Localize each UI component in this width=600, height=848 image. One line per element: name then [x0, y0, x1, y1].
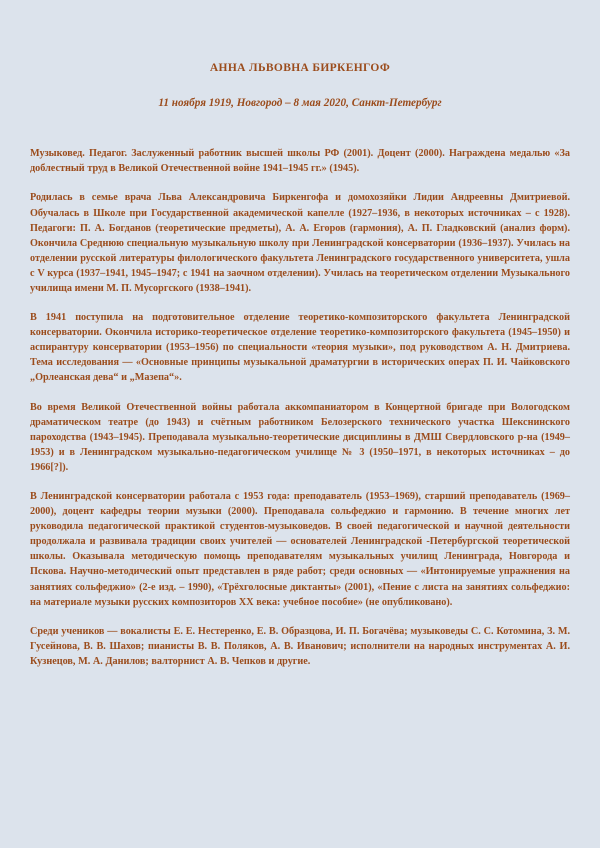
page-title: АННА ЛЬВОВНА БИРКЕНГОФ [209, 62, 391, 74]
paragraph-conservatory-studies: В 1941 поступила на подготовительное отделение теоретико-композиторского факультета Ленинградской консерватории. Окончила историко-теоретическое отделение теоретико-композиторского факультета (1945–1950) и аспирантуру консерватории (1953–1956) по специальности «теория музыки», под руководством А. Н. Дмитриева. Тема исследования — «Основные принципы музыкальной драматургии в исторических операх П. И. Чайковского „Орлеанская дева“ и „Мазепа“». [30, 312, 570, 384]
page-subtitle-dates: 11 ноября 1919, Новгород – 8 мая 2020, Санкт-Петербург [158, 96, 442, 109]
document-body [30, 110, 570, 669]
paragraph-conservatory-career: В Ленинградской консерватории работала с 1953 года: преподаватель (1953–1969), старший преподаватель (1969–2000), доцент кафедры теории музыки (2000). Преподавала сольфеджио и гармонию. В течение многих лет руководила педагогической практикой студентов-музыковедов. В своей педагогической и научной деятельности продолжала и развивала традиции своих учителей — основателей Ленинградской -Петербургской теоретической школы. Оказывала методическую помощь преподавателям музыкальных училищ Ленинграда, Новгорода и Пскова. Научно-методический опыт представлен в ряде работ; среди основных — «Интонируемые упражнения на занятиях сольфеджио» (2-е изд. – 1990), «Трёхголосные диктанты» (2001), «Пение с листа на занятиях сольфеджио: на материале музыки русских композиторов XX века: учебное пособие» (не опубликовано). [30, 491, 570, 608]
paragraph-students: Среди учеников — вокалисты Е. Е. Нестеренко, Е. В. Образцова, И. П. Богачёва; музыковеды С. С. Котомина, З. М. Гусейнова, В. В. Шахов; пианисты В. В. Поляков, А. В. Иванович; исполнители на народных инструментах А. И. Кузнецов, М. А. Данилов; валторнист А. В. Чепков и другие. [30, 625, 570, 667]
paragraph-early-life-education: Родилась в семье врача Льва Александровича Биркенгофа и домохозяйки Лидии Андреевны Дмитриевой. Обучалась в Школе при Государственной академической капелле (1927–1936, в некоторых источниках – с 1928). Педагоги: П. А. Богданов (теоретические предметы), А. А. Егоров (гармония), А. П. Гладковский (анализ форм). Окончила Среднюю специальную музыкальную школу при Ленинградской консерватории (1936–1937). Училась на отделении русской литературы филологического факультета Ленинградского государственного университета, ушла с V курса (1937–1941, 1945–1947; с 1941 на заочном отделении). Училась на теоретическом отделении Музыкального училища имени М. П. Мусоргского (1938–1941). [30, 192, 570, 294]
paragraph-war-years-teaching: Во время Великой Отечественной войны работала аккомпаниатором в Концертной бригаде при Вологодском драматическом театре (до 1943) и счётным работником Белозерского технического участка Шекснинского пароходства (1943–1945). Преподавала музыкально-теоретические дисциплины в ДМШ Свердловского р-на (1949–1953) и в Ленинградском музыкально-педагогическом училище № 3 (1950–1971, в некоторых источниках – до 1966[?]). [30, 401, 570, 473]
paragraph-summary: Музыковед. Педагог. Заслуженный работник высшей школы РФ (2001). Доцент (2000). Награждена медалью «За доблестный труд в Великой Отечественной войне 1941–1945 гг.» (1945). [30, 148, 570, 175]
